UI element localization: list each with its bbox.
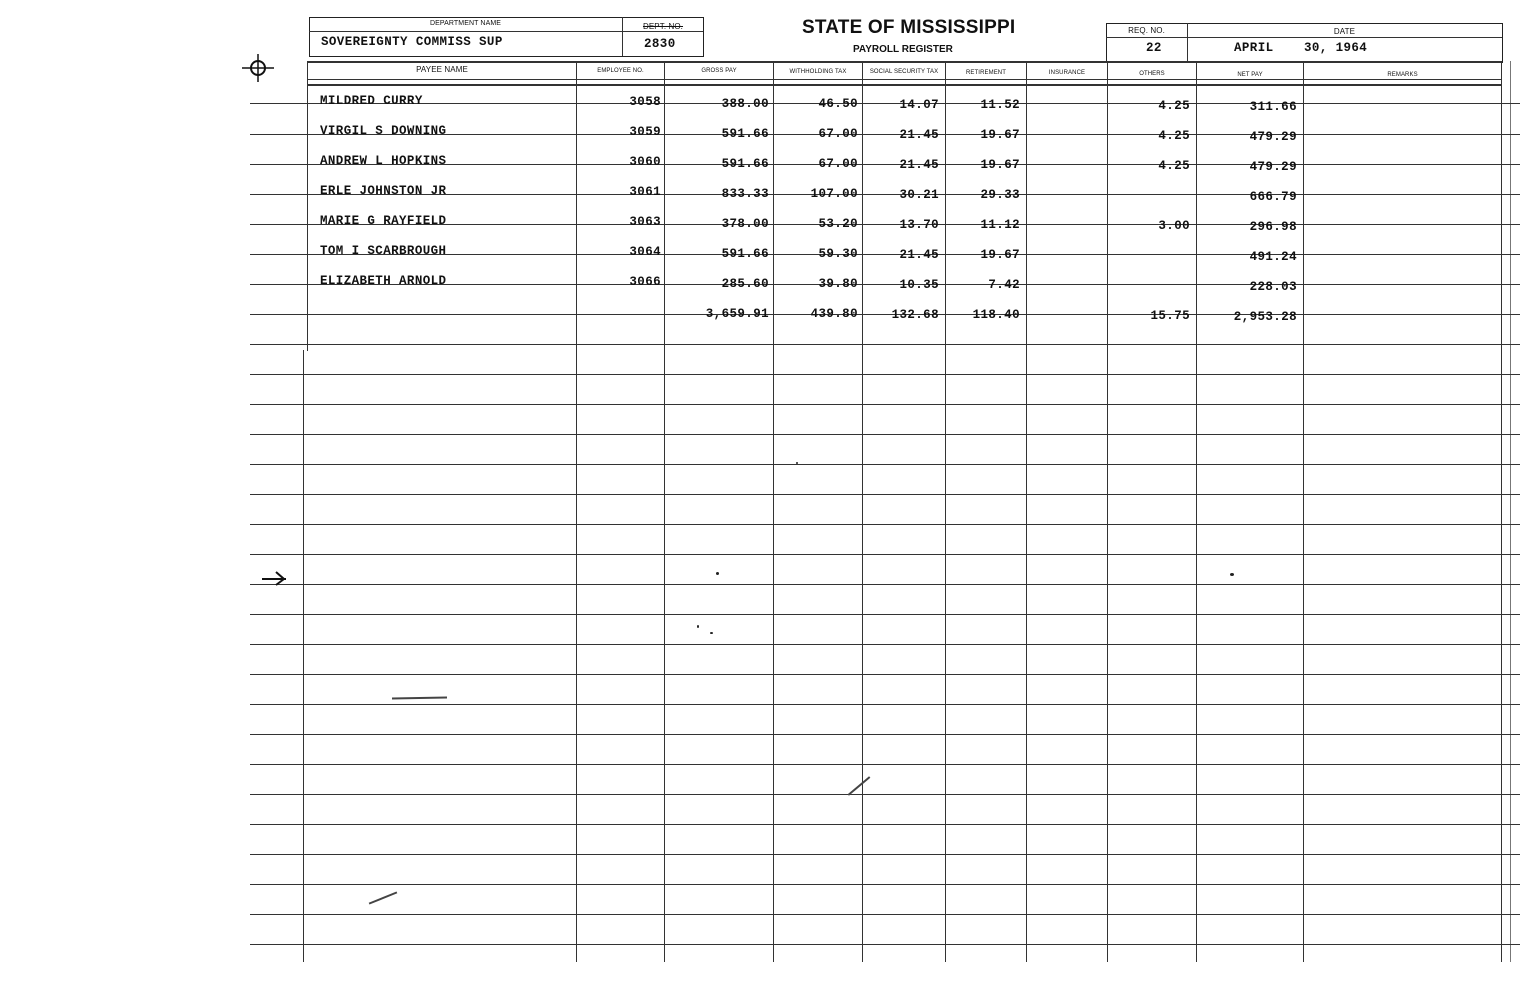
gross-pay: 591.66 [721,157,769,171]
withholding-tax: 39.80 [818,277,858,291]
req-no-label: REQ. NO. [1128,26,1165,35]
gross-pay: 378.00 [721,217,769,231]
gross-pay: 591.66 [721,127,769,141]
total-withholding-tax: 439.80 [810,307,858,321]
withholding-tax: 53.20 [818,217,858,231]
others: 4.25 [1158,99,1190,113]
retirement: 7.42 [988,278,1020,292]
employee-no: 3058 [629,95,661,109]
retirement: 19.67 [980,158,1020,172]
department-name-label: DEPARTMENT NAME [429,20,502,27]
net-pay: 228.03 [1249,280,1297,294]
employee-no: 3061 [629,185,661,199]
dept-no: 2830 [644,37,676,51]
date-day-year: 30, 1964 [1304,41,1368,55]
others: 4.25 [1158,159,1190,173]
column-header-insurance: INSURANCE [1048,70,1086,76]
req-no: 22 [1146,41,1162,55]
social-security-tax: 10.35 [899,278,939,292]
social-security-tax: 21.45 [899,248,939,262]
employee-no: 3064 [629,245,661,259]
total-others: 15.75 [1150,309,1190,323]
total-net-pay: 2,953.28 [1233,310,1297,324]
column-header-net-pay: NET PAY [1237,72,1263,78]
scan-speck [716,572,719,575]
net-pay: 479.29 [1249,160,1297,174]
social-security-tax: 14.07 [899,98,939,112]
column-header-social-security-tax: SOCIAL SECURITY TAX [869,69,939,75]
register-title: PAYROLL REGISTER [853,44,953,55]
gross-pay: 285.60 [721,277,769,291]
scan-speck [710,632,713,634]
column-header-withholding-tax: WITHHOLDING TAX [789,69,847,75]
retirement: 11.12 [980,218,1020,232]
total-gross-pay: 3,659.91 [705,307,769,321]
column-header-retirement: RETIREMENT [966,70,1006,76]
payee-name: MILDRED CURRY [320,94,423,108]
social-security-tax: 21.45 [899,128,939,142]
department-name: SOVEREIGNTY COMMISS SUP [321,35,503,49]
payee-name: ERLE JOHNSTON JR [320,184,447,198]
net-pay: 666.79 [1249,190,1297,204]
column-header-employee-no: EMPLOYEE NO. [597,68,644,74]
payee-name: MARIE G RAYFIELD [320,214,447,228]
employee-no: 3060 [629,155,661,169]
withholding-tax: 59.30 [818,247,858,261]
column-header-remarks: REMARKS [1387,72,1418,78]
retirement: 29.33 [980,188,1020,202]
scan-mark-icon [262,570,288,586]
retirement: 19.67 [980,128,1020,142]
gross-pay: 833.33 [721,187,769,201]
others: 3.00 [1158,219,1190,233]
withholding-tax: 67.00 [818,157,858,171]
social-security-tax: 13.70 [899,218,939,232]
scan-speck [1230,573,1234,576]
scan-speck [697,625,699,628]
withholding-tax: 46.50 [818,97,858,111]
total-retirement: 118.40 [972,308,1020,322]
date-label: DATE [1333,27,1356,36]
social-security-tax: 30.21 [899,188,939,202]
net-pay: 296.98 [1249,220,1297,234]
gross-pay: 591.66 [721,247,769,261]
net-pay: 491.24 [1249,250,1297,264]
gross-pay: 388.00 [721,97,769,111]
net-pay: 311.66 [1249,100,1297,114]
employee-no: 3059 [629,125,661,139]
employee-no: 3063 [629,215,661,229]
column-header-payee-name: PAYEE NAME [416,65,468,74]
column-header-gross-pay: GROSS PAY [701,68,737,74]
withholding-tax: 107.00 [810,187,858,201]
retirement: 11.52 [980,98,1020,112]
net-pay: 479.29 [1249,130,1297,144]
others: 4.25 [1158,129,1190,143]
social-security-tax: 21.45 [899,158,939,172]
payee-name: VIRGIL S DOWNING [320,124,447,138]
scan-speck [796,462,798,464]
payee-name: ELIZABETH ARNOLD [320,274,447,288]
column-header-others: OTHERS [1139,71,1165,77]
withholding-tax: 67.00 [818,127,858,141]
state-title: STATE OF MISSISSIPPI [802,17,1016,38]
employee-no: 3066 [629,275,661,289]
payee-name: ANDREW L HOPKINS [320,154,447,168]
retirement: 19.67 [980,248,1020,262]
total-social-security-tax: 132.68 [891,308,939,322]
date-month: APRIL [1234,41,1274,55]
dept-no-label: DEPT. NO. [642,22,684,31]
payee-name: TOM I SCARBROUGH [320,244,447,258]
